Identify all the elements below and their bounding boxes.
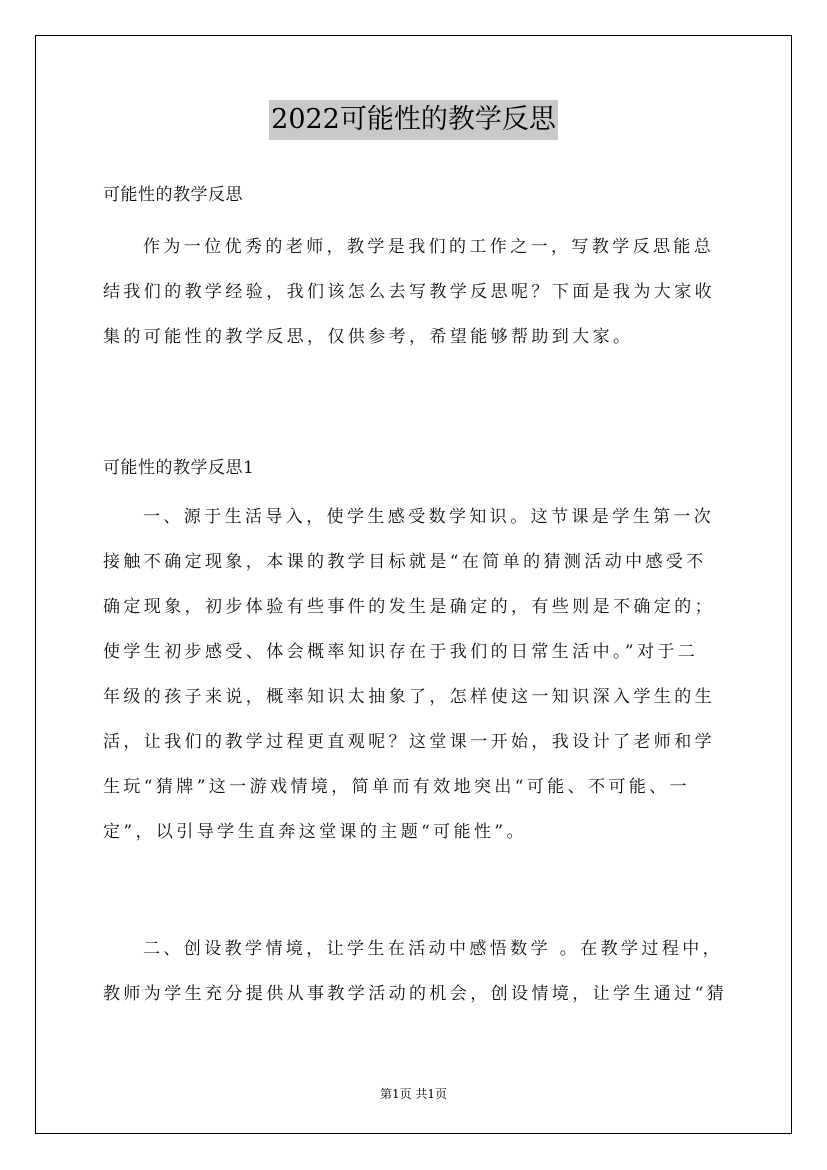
- paragraph-line: 确定现象，初步体验有些事件的发生是确定的，有些则是不确定的；: [103, 597, 715, 617]
- paragraph-line: 使学生初步感受、体会概率知识存在于我们的日常生活中。”对于二: [103, 642, 699, 662]
- paragraph-line: 结我们的教学经验，我们该怎么去写教学反思呢？下面是我为大家收: [103, 282, 715, 302]
- document-title: [0, 100, 827, 140]
- intro-paragraph: [103, 225, 743, 360]
- intro-heading: 可能性的教学反思: [103, 185, 243, 205]
- paragraph-line: 活，让我们的教学过程更直观呢？这堂课一开始，我设计了老师和学: [103, 732, 715, 752]
- paragraph-one: [103, 495, 743, 855]
- paragraph-two: [103, 927, 743, 1017]
- paragraph-line: 集的可能性的教学反思，仅供参考，希望能够帮助到大家。: [103, 327, 634, 347]
- paragraph-line: 教师为学生充分提供从事教学活动的机会，创设情境，让学生通过“猜: [103, 984, 728, 1004]
- paragraph-line: 接触不确定现象，本课的教学目标就是“在简单的猜测活动中感受不: [103, 552, 707, 572]
- paragraph-line: 年级的孩子来说，概率知识太抽象了，怎样使这一知识深入学生的生: [103, 687, 715, 707]
- paragraph-line: 定”，以引导学生直奔这堂课的主题“可能性”。: [103, 822, 527, 842]
- title-text: 2022可能性的教学反思: [269, 100, 558, 140]
- paragraph-line: 一、源于生活导入，使学生感受数学知识。这节课是学生第一次: [143, 507, 715, 527]
- paragraph-line: 生玩“猜牌”这一游戏情境，简单而有效地突出“可能、不可能、一: [103, 777, 691, 797]
- section-heading: 可能性的教学反思1: [103, 458, 255, 478]
- paragraph-line: 二、创设教学情境，让学生在活动中感悟数学 。在教学过程中，: [143, 939, 724, 959]
- paragraph-line: 作为一位优秀的老师，教学是我们的工作之一，写教学反思能总: [143, 237, 715, 257]
- page-footer: 第1页 共1页: [379, 1087, 448, 1101]
